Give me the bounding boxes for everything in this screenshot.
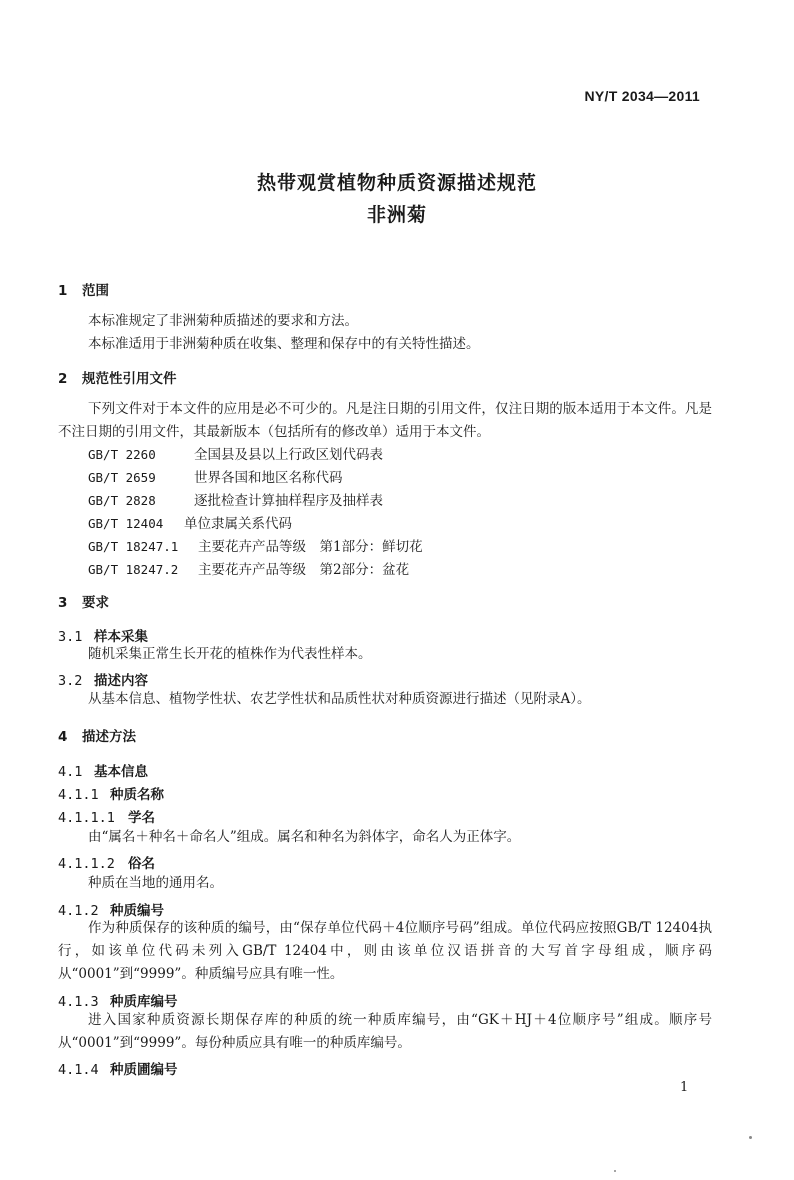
section-1-heading xyxy=(58,279,109,299)
paragraph: 种质在当地的通用名。 xyxy=(88,875,223,891)
paragraph: 作为种质保存的该种质的编号，由“保存单位代码＋4位顺序号码”组成。单位代码应按照GB/T 12404执行，如该单位代码未列入GB/T 12404中，则由该单位汉语拼音的大写首字母组成，顺序码从“0001”到“9999”。种质编号应具有唯一性。 xyxy=(58,920,712,982)
subsection-heading xyxy=(58,852,155,872)
section-number: 3.2 xyxy=(58,673,83,689)
reference-item xyxy=(88,535,423,555)
standard-code: NY/T 2034—2011 xyxy=(584,88,700,104)
section-title: 基本信息 xyxy=(94,764,148,780)
page-number: 1 xyxy=(680,1080,689,1095)
paragraph: 下列文件对于本文件的应用是必不可少的。凡是注日期的引用文件，仅注日期的版本适用于本文件。凡是不注日期的引用文件，其最新版本（包括所有的修改单）适用于本文件。 xyxy=(58,401,712,440)
reference-code: GB/T 2659 xyxy=(88,470,156,485)
document-title: 热带观赏植物种质资源描述规范 xyxy=(256,172,537,194)
section-title: 种质库编号 xyxy=(110,994,178,1010)
reference-name: 世界各国和地区名称代码 xyxy=(194,470,343,486)
reference-name: 主要花卉产品等级 第1部分：鲜切花 xyxy=(198,539,423,555)
reference-code: GB/T 2260 xyxy=(88,447,156,462)
subsection-heading xyxy=(58,899,164,919)
paragraph: 本标准适用于非洲菊种质在收集、整理和保存中的有关特性描述。 xyxy=(88,336,480,352)
paragraph: 本标准规定了非洲菊种质描述的要求和方法。 xyxy=(88,313,358,329)
subsection-heading xyxy=(58,760,148,780)
reference-item xyxy=(88,443,383,463)
section-title: 学名 xyxy=(128,810,155,826)
scan-speck xyxy=(614,1170,616,1172)
section-number: 4 xyxy=(58,729,68,745)
reference-code: GB/T 18247.2 xyxy=(88,562,179,577)
section-number: 4.1.1 xyxy=(58,787,99,803)
scan-speck xyxy=(749,1136,752,1139)
reference-code: GB/T 2828 xyxy=(88,493,156,508)
section-4-heading xyxy=(58,725,136,745)
section-title: 要求 xyxy=(82,595,109,611)
subsection-heading xyxy=(58,669,148,689)
section-number: 4.1.2 xyxy=(58,903,99,919)
subsection-heading xyxy=(58,806,155,826)
reference-name: 主要花卉产品等级 第2部分：盆花 xyxy=(198,562,410,578)
paragraph: 从基本信息、植物学性状、农艺学性状和品质性状对种质资源进行描述（见附录A）。 xyxy=(88,691,591,707)
section-number: 4.1 xyxy=(58,764,83,780)
section-number: 3.1 xyxy=(58,629,83,645)
section-title: 范围 xyxy=(82,283,109,299)
section-2-heading xyxy=(58,367,177,387)
section-title: 种质圃编号 xyxy=(110,1062,178,1078)
subsection-heading xyxy=(58,1058,178,1078)
section-number: 1 xyxy=(58,283,68,299)
section-number: 4.1.1.2 xyxy=(58,856,115,872)
section-title: 规范性引用文件 xyxy=(82,371,177,387)
section-number: 3 xyxy=(58,595,68,611)
document-subtitle: 非洲菊 xyxy=(366,204,427,226)
paragraph: 随机采集正常生长开花的植株作为代表性样本。 xyxy=(88,646,372,662)
reference-name: 逐批检查计算抽样程序及抽样表 xyxy=(194,493,383,509)
section-3-heading xyxy=(58,591,109,611)
section-title: 描述内容 xyxy=(94,673,148,689)
subsection-heading xyxy=(58,625,148,645)
section-title: 样本采集 xyxy=(94,629,148,645)
reference-code: GB/T 12404 xyxy=(88,516,164,531)
paragraph: 进入国家种质资源长期保存库的种质的统一种质库编号，由“GK＋HJ＋4位顺序号”组成。顺序号从“0001”到“9999”。每份种质应具有唯一的种质库编号。 xyxy=(58,1012,712,1051)
paragraph: 由“属名＋种名＋命名人”组成。属名和种名为斜体字，命名人为正体字。 xyxy=(88,829,521,845)
section-number: 4.1.1.1 xyxy=(58,810,115,826)
subsection-heading xyxy=(58,783,164,803)
section-title: 俗名 xyxy=(128,856,155,872)
subsection-heading xyxy=(58,990,178,1010)
reference-code: GB/T 18247.1 xyxy=(88,539,179,554)
reference-item xyxy=(88,489,383,509)
reference-item xyxy=(88,558,409,578)
section-number: 2 xyxy=(58,371,68,387)
reference-item xyxy=(88,466,343,486)
section-title: 种质编号 xyxy=(110,903,164,919)
section-title: 描述方法 xyxy=(82,729,136,745)
reference-name: 单位隶属关系代码 xyxy=(184,516,292,532)
section-number: 4.1.3 xyxy=(58,994,99,1010)
section-number: 4.1.4 xyxy=(58,1062,99,1078)
section-title: 种质名称 xyxy=(110,787,164,803)
reference-name: 全国县及县以上行政区划代码表 xyxy=(194,447,383,463)
reference-item xyxy=(88,512,292,532)
